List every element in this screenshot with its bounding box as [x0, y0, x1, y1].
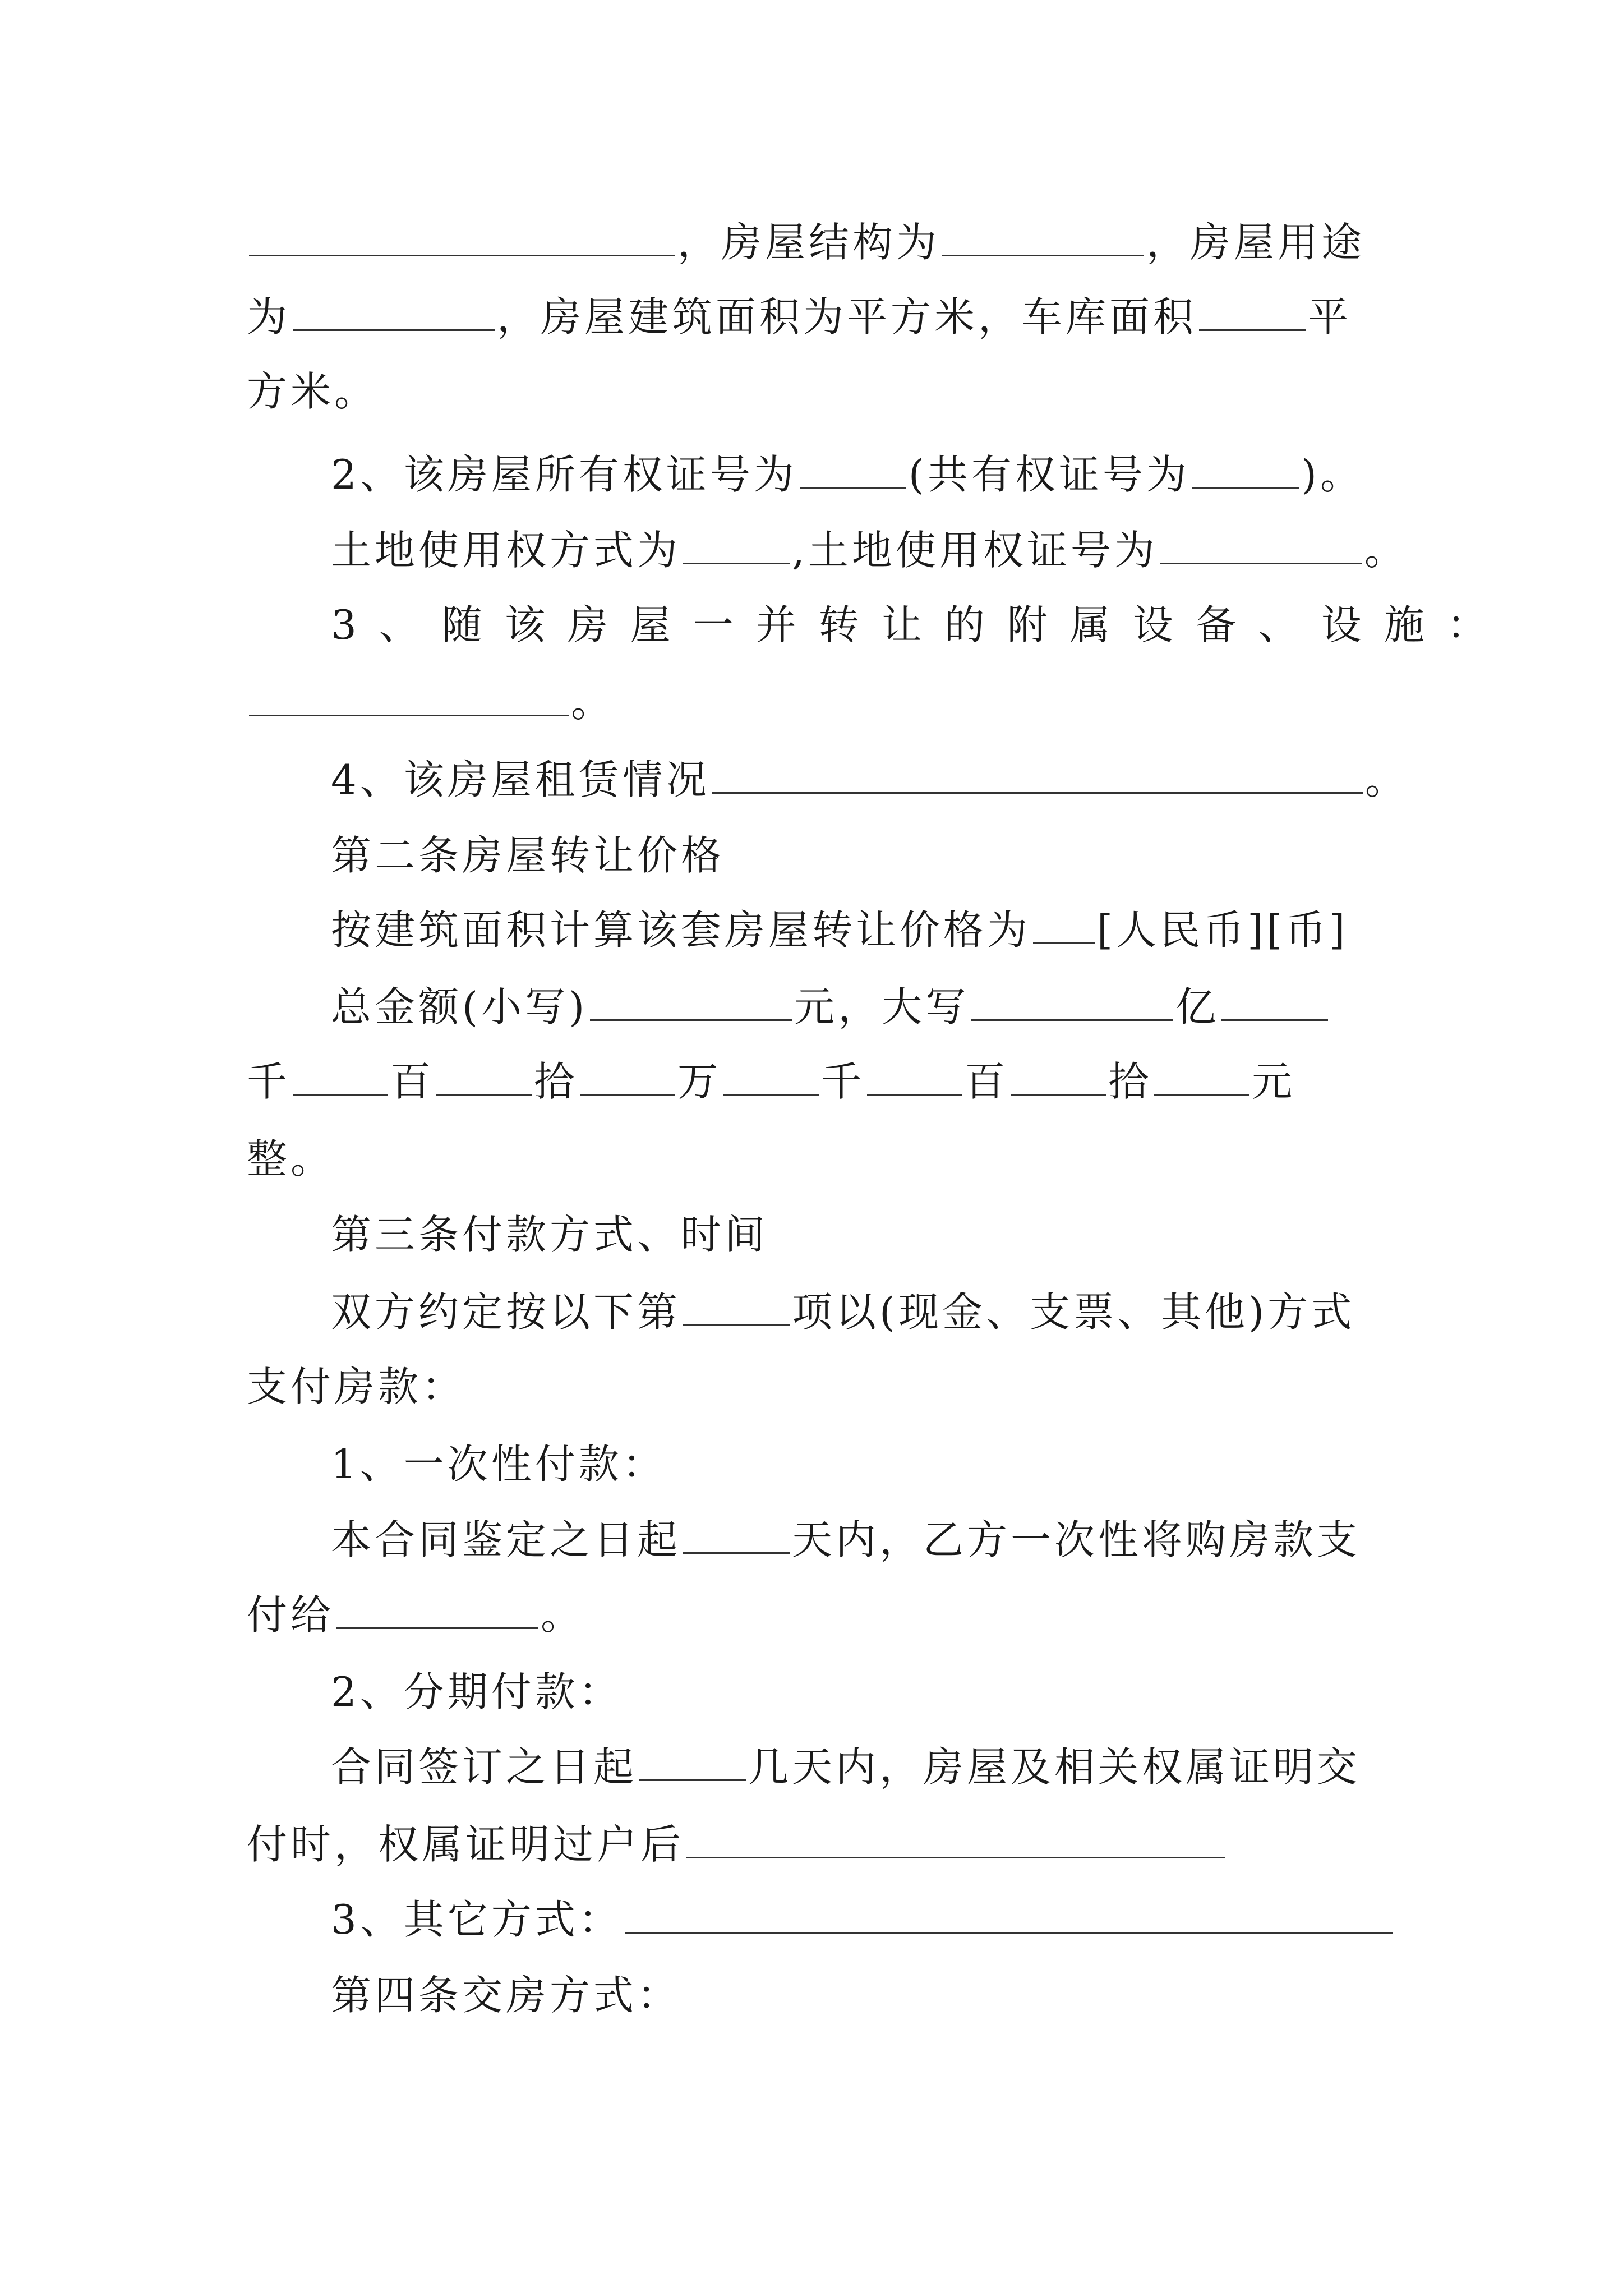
section-heading: [331, 822, 1486, 889]
line-text: 第二条房屋转让价格: [331, 832, 725, 879]
line-text: 为: [247, 293, 291, 341]
section-heading: [331, 1962, 1486, 2029]
line-text: 整。: [247, 1135, 335, 1182]
line-text: 合同签订之日起: [331, 1743, 638, 1791]
line-text: 。: [1364, 527, 1408, 574]
line-text: 拾: [534, 1058, 578, 1105]
line-text: ，房屋结构为: [677, 219, 940, 266]
line-text: 3、其它方式：: [331, 1896, 623, 1943]
blank-field: [1160, 529, 1362, 564]
blank-field: [683, 1519, 790, 1554]
line-text: 按建筑面积计算该套房屋转让价格为: [331, 907, 1031, 954]
doc-line-22: [247, 1811, 1402, 1878]
line-text: 。: [1364, 756, 1409, 803]
line-text: 2、该房屋所有权证号为: [331, 451, 797, 498]
line-text: 土地使用权方式为: [331, 527, 681, 574]
blank-field: [1033, 909, 1095, 944]
doc-line-21: [331, 1733, 1486, 1801]
line-text: 项以(现金、支票、其他)方式: [792, 1289, 1355, 1336]
blank-field: [249, 681, 569, 716]
doc-line-7: [247, 669, 1402, 736]
blank-field: [249, 221, 675, 256]
line-text: 天内，乙方一次性将购房款支: [792, 1516, 1361, 1563]
line-text: 千: [247, 1058, 291, 1105]
line-text: 支付房款：: [247, 1363, 466, 1410]
doc-line-23: [331, 1886, 1486, 1953]
blank-field: [683, 1291, 790, 1326]
doc-line-4: [331, 441, 1486, 508]
blank-field: [639, 1746, 746, 1781]
line-text: 亿: [1175, 983, 1220, 1030]
line-text: 万: [677, 1058, 722, 1105]
line-text: 2、分期付款：: [331, 1668, 623, 1715]
blank-field: [683, 529, 790, 564]
line-text: 第三条付款方式、时间: [331, 1211, 769, 1258]
blank-field: [436, 1060, 532, 1096]
doc-line-19: [247, 1581, 1402, 1649]
line-text: 。: [541, 1591, 585, 1639]
line-text: 付给: [247, 1591, 335, 1639]
blank-field: [1011, 1060, 1106, 1096]
doc-line-8: [331, 746, 1486, 813]
blank-field: [1154, 1060, 1249, 1096]
blank-field: [590, 986, 792, 1021]
line-text: 元: [1252, 1058, 1296, 1105]
blank-field: [800, 453, 906, 489]
line-text: 百: [390, 1058, 435, 1105]
doc-line-10: [331, 896, 1486, 964]
doc-line-12: [247, 1048, 1402, 1115]
line-text: 双方约定按以下第: [331, 1289, 681, 1336]
line-text: 1、一次性付款：: [331, 1441, 666, 1488]
line-text: ,土地使用权证号为: [792, 527, 1158, 574]
line-text: 平: [1308, 293, 1352, 341]
line-text: ，房屋建筑面积为平方米，车库面积: [497, 293, 1197, 341]
blank-field: [942, 221, 1144, 256]
line-text: 方米。: [247, 368, 379, 415]
blank-field: [971, 986, 1173, 1021]
doc-line-15: [331, 1278, 1486, 1346]
doc-line-17: [331, 1430, 1486, 1498]
blank-field: [293, 296, 495, 331]
line-text: 千: [821, 1058, 865, 1105]
blank-field: [625, 1898, 1393, 1934]
doc-line-1: [247, 209, 1402, 276]
line-text: (共有权证号为: [908, 451, 1190, 498]
line-text: [人民币][币]: [1097, 907, 1349, 954]
doc-line-13: [247, 1125, 1402, 1193]
line-text: 拾: [1108, 1058, 1152, 1105]
doc-line-3: [247, 358, 1402, 425]
doc-line-6: [331, 591, 1510, 659]
line-text: 几天内，房屋及相关权属证明交: [748, 1743, 1361, 1791]
doc-line-5: [331, 517, 1486, 584]
blank-field: [686, 1823, 1225, 1858]
line-text: 第四条交房方式：: [331, 1972, 681, 2019]
line-text: 。: [571, 679, 615, 726]
section-heading: [331, 1201, 1486, 1268]
line-text: ，房屋用途: [1146, 219, 1366, 266]
blank-field: [1221, 986, 1328, 1021]
blank-field: [580, 1060, 675, 1096]
line-text: 4、该房屋租赁情况: [331, 756, 710, 803]
line-text: 总金额(小写): [331, 983, 588, 1030]
doc-line-18: [331, 1506, 1486, 1573]
line-text: 付时，权属证明过户后: [247, 1821, 685, 1868]
blank-field: [1199, 296, 1306, 331]
blank-field: [723, 1060, 819, 1096]
line-text: 元，大写: [794, 983, 970, 1030]
line-text: 本合同鉴定之日起: [331, 1516, 681, 1563]
blank-field: [1192, 453, 1299, 489]
line-text: )。: [1301, 451, 1364, 498]
doc-line-11: [331, 973, 1486, 1041]
line-text: 百: [965, 1058, 1009, 1105]
blank-field: [867, 1060, 962, 1096]
blank-field: [336, 1594, 538, 1629]
doc-line-2: [247, 283, 1402, 351]
blank-field: [293, 1060, 388, 1096]
doc-line-16: [247, 1353, 1402, 1420]
doc-line-20: [331, 1658, 1486, 1726]
blank-field: [712, 758, 1363, 794]
line-text: 3、随该房屋一并转让的附属设备、设施：: [331, 601, 1510, 648]
